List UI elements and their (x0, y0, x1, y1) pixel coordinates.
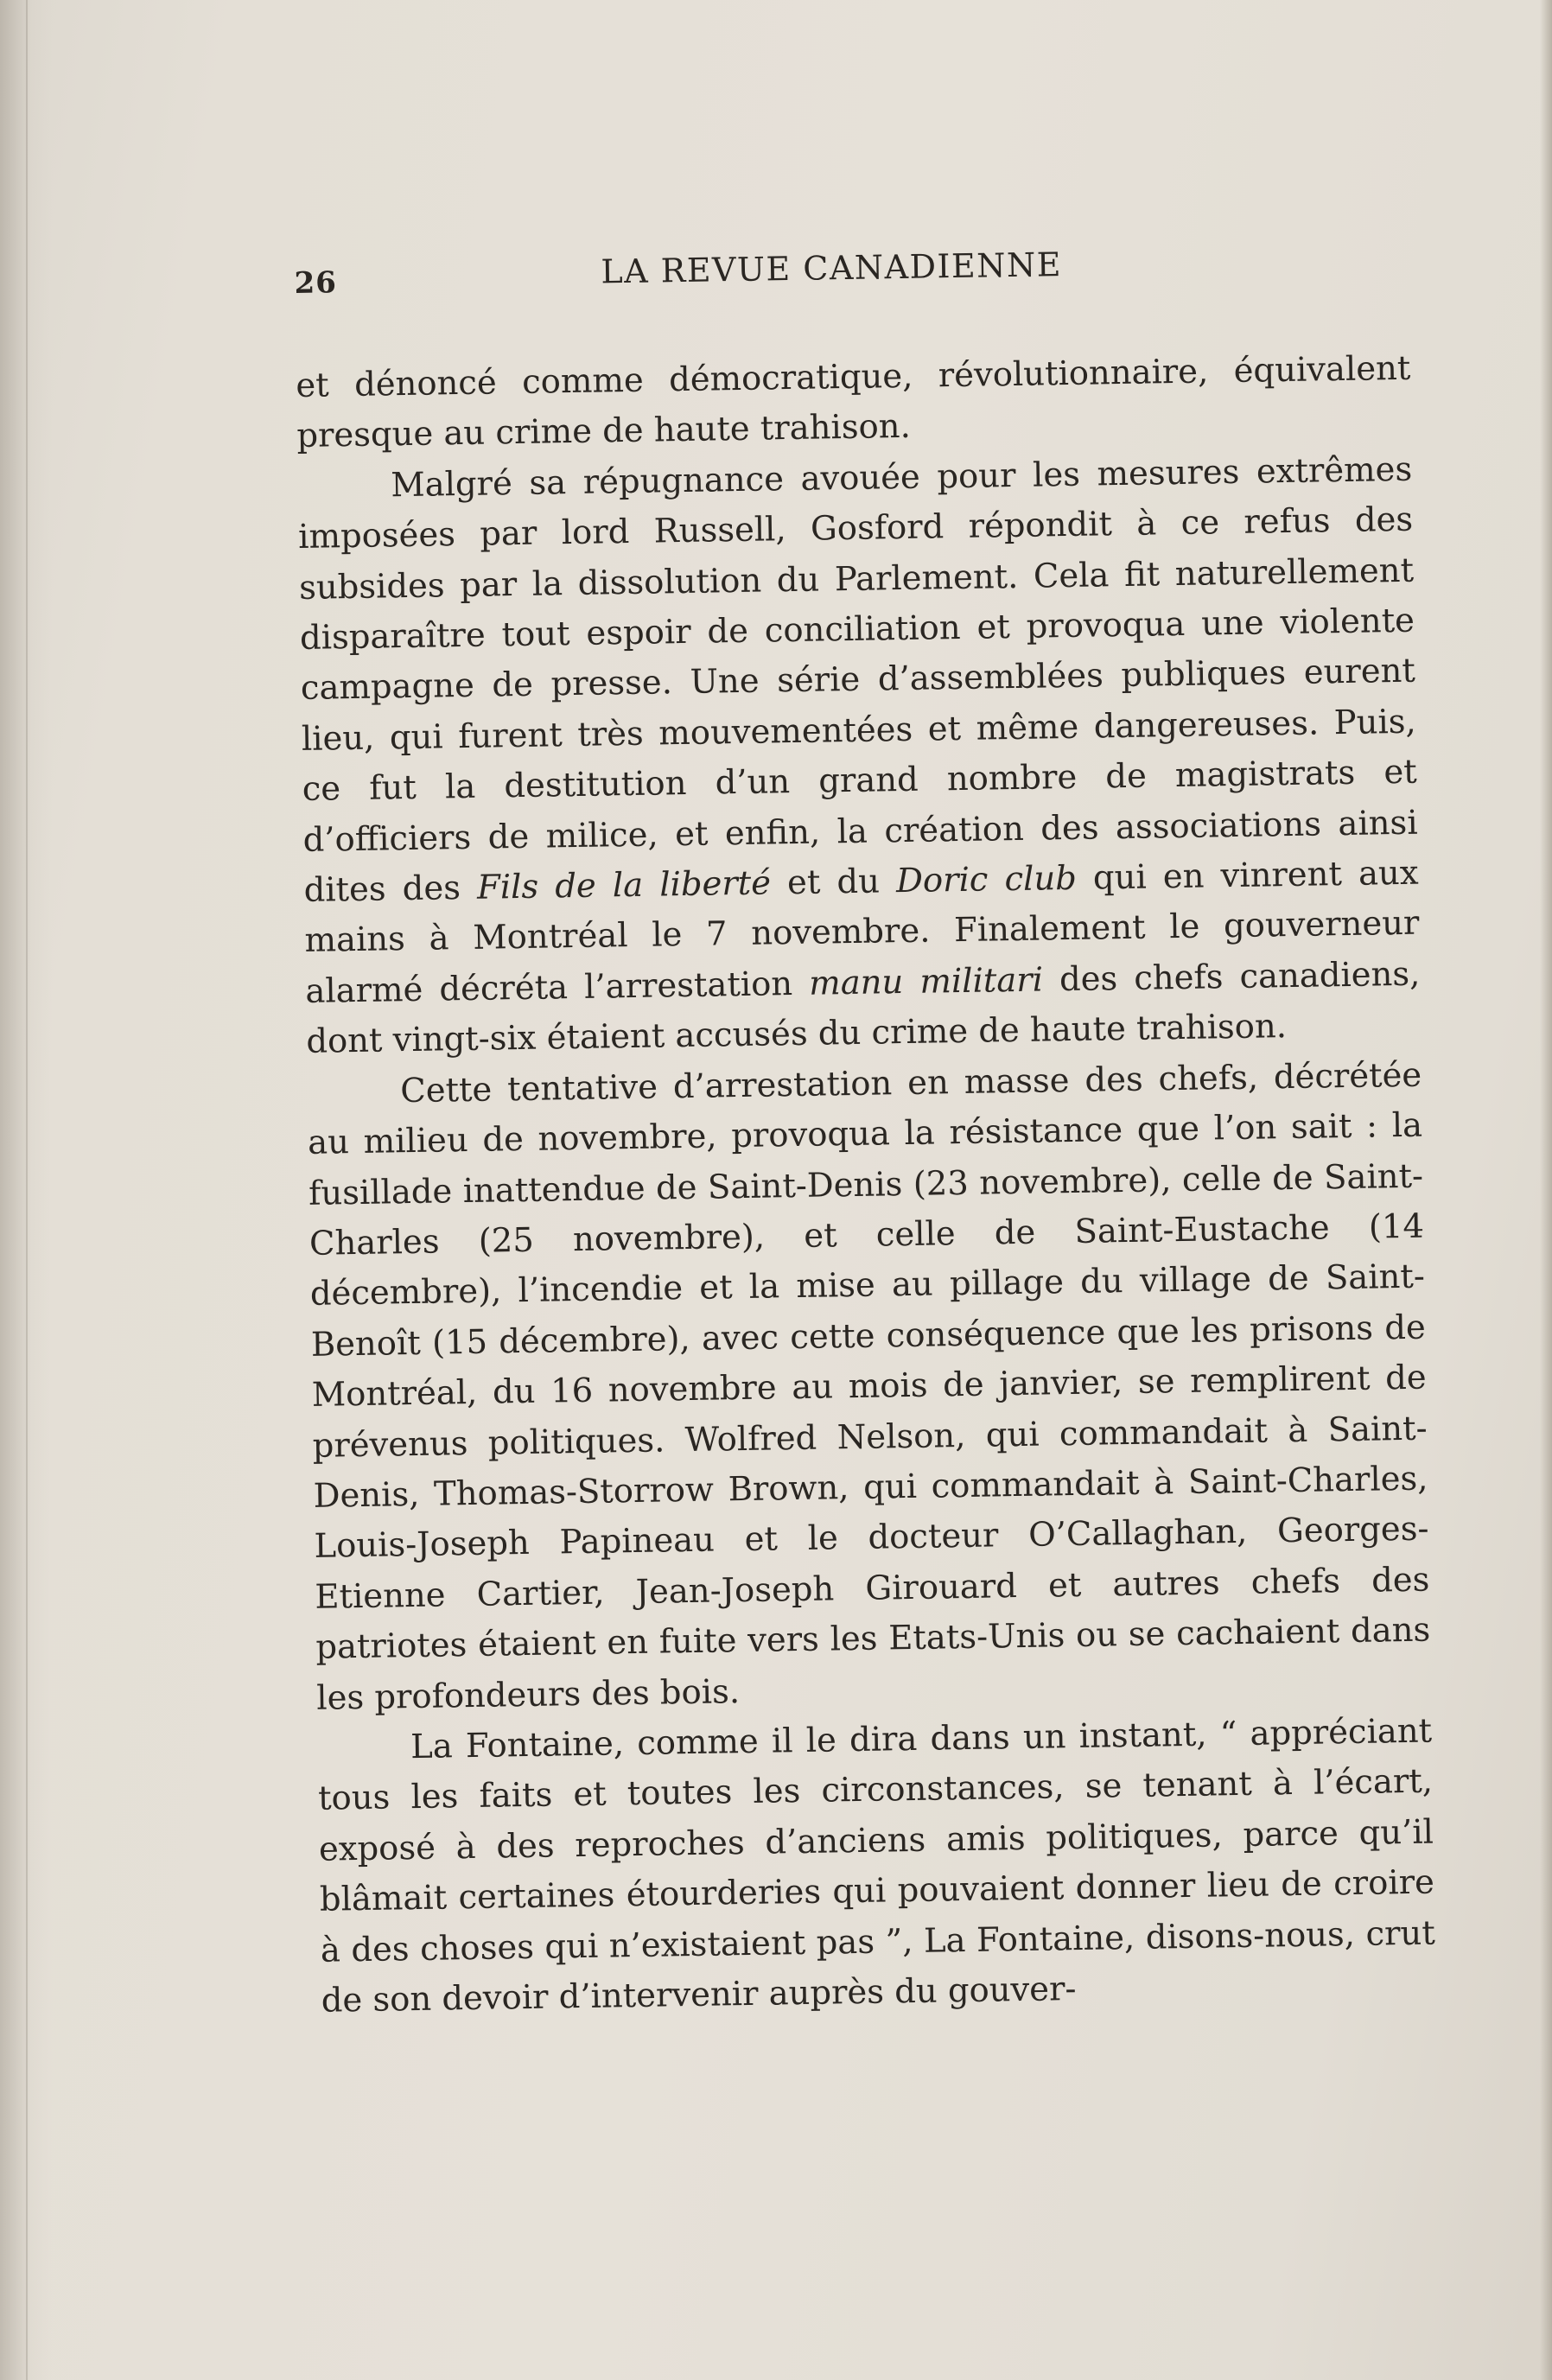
text-run: Cette tentative d’arrestation en masse des chefs, décrétée au milieu de novembre, provoqua la résistance que l’on sait : la fusillade inattendue de Saint-Denis (23 novembre), celle de Saint-Charles (25 novembre), et celle de Saint-Eustache (14 décembre), l’incendie et la mise au pillage du village de Saint-Benoît (15 décembre), avec cette conséquence que les prisons de Montréal, du 16 novembre au mois de janvier, se remplirent de prévenus politiques. Wolfred Nelson, qui commandait à Saint-Denis, Thomas-Storrow Brown, qui commandait à Saint-Charles, Louis-Joseph Papineau et le docteur O’Callaghan, Georges-Etienne Cartier, Jean-Joseph Girouard et autres chefs des patriotes étaient en fuite vers les Etats-Unis ou se cachaient dans les profondeurs des bois. (307, 1055, 1431, 1718)
page-number: 26 (294, 265, 338, 301)
body-text (296, 344, 1436, 2027)
paragraph (317, 1706, 1436, 2027)
paragraph (307, 1050, 1432, 1723)
text-run: qui en vinrent aux mains à Montréal le 7 novembre. Finalement le gouverneur alarmé décréta l’arrestation (304, 853, 1420, 1011)
italic-text: Doric club (895, 858, 1078, 901)
text-run: et du (770, 862, 897, 903)
italic-text: Fils de la liberté (476, 863, 772, 907)
running-head (294, 233, 1409, 302)
italic-text: manu militari (808, 960, 1044, 1003)
text-run: La Fontaine, comme il le dira dans un instant, “ appréciant tous les faits et toutes les circonstances, se tenant à l’écart, exposé à des reproches d’anciens amis politiques, parce qu’il blâmait certaines étourderies qui pouvaient donner lieu de croire à des choses qui n’existaient pas ”, La Fontaine, disons-nous, crut de son devoir d’intervenir auprès du gouver- (317, 1711, 1436, 2020)
text-run: Malgré sa répugnance avouée pour les mesures extrêmes imposées par lord Russell, Gosford répondit à ce refus des subsides par la dissolution du Parlement. Cela fit naturellement disparaître tout espoir de conciliation et provoqua une violente campagne de presse. Une série d’assemblées publiques eurent lieu, qui furent très mouvementées et même dangereuses. Puis, ce fut la destitution d’un grand nombre de magistrats et d’officiers de milice, et enfin, la création des associations ainsi dites des (297, 449, 1418, 910)
binding-line (26, 0, 28, 2380)
text-run: des chefs canadiens, dont vingt-six étaient accusés du crime de haute trahison. (306, 954, 1421, 1062)
journal-title: LA REVUE CANADIENNE (601, 245, 1063, 291)
paragraph (296, 344, 1412, 462)
page-content (294, 233, 1436, 2027)
text-run: et dénoncé comme démocratique, révolutionnaire, équivalent presque au crime de haute trahison. (296, 348, 1411, 456)
page-edge-shadow (1540, 0, 1552, 2380)
paragraph (297, 445, 1422, 1068)
